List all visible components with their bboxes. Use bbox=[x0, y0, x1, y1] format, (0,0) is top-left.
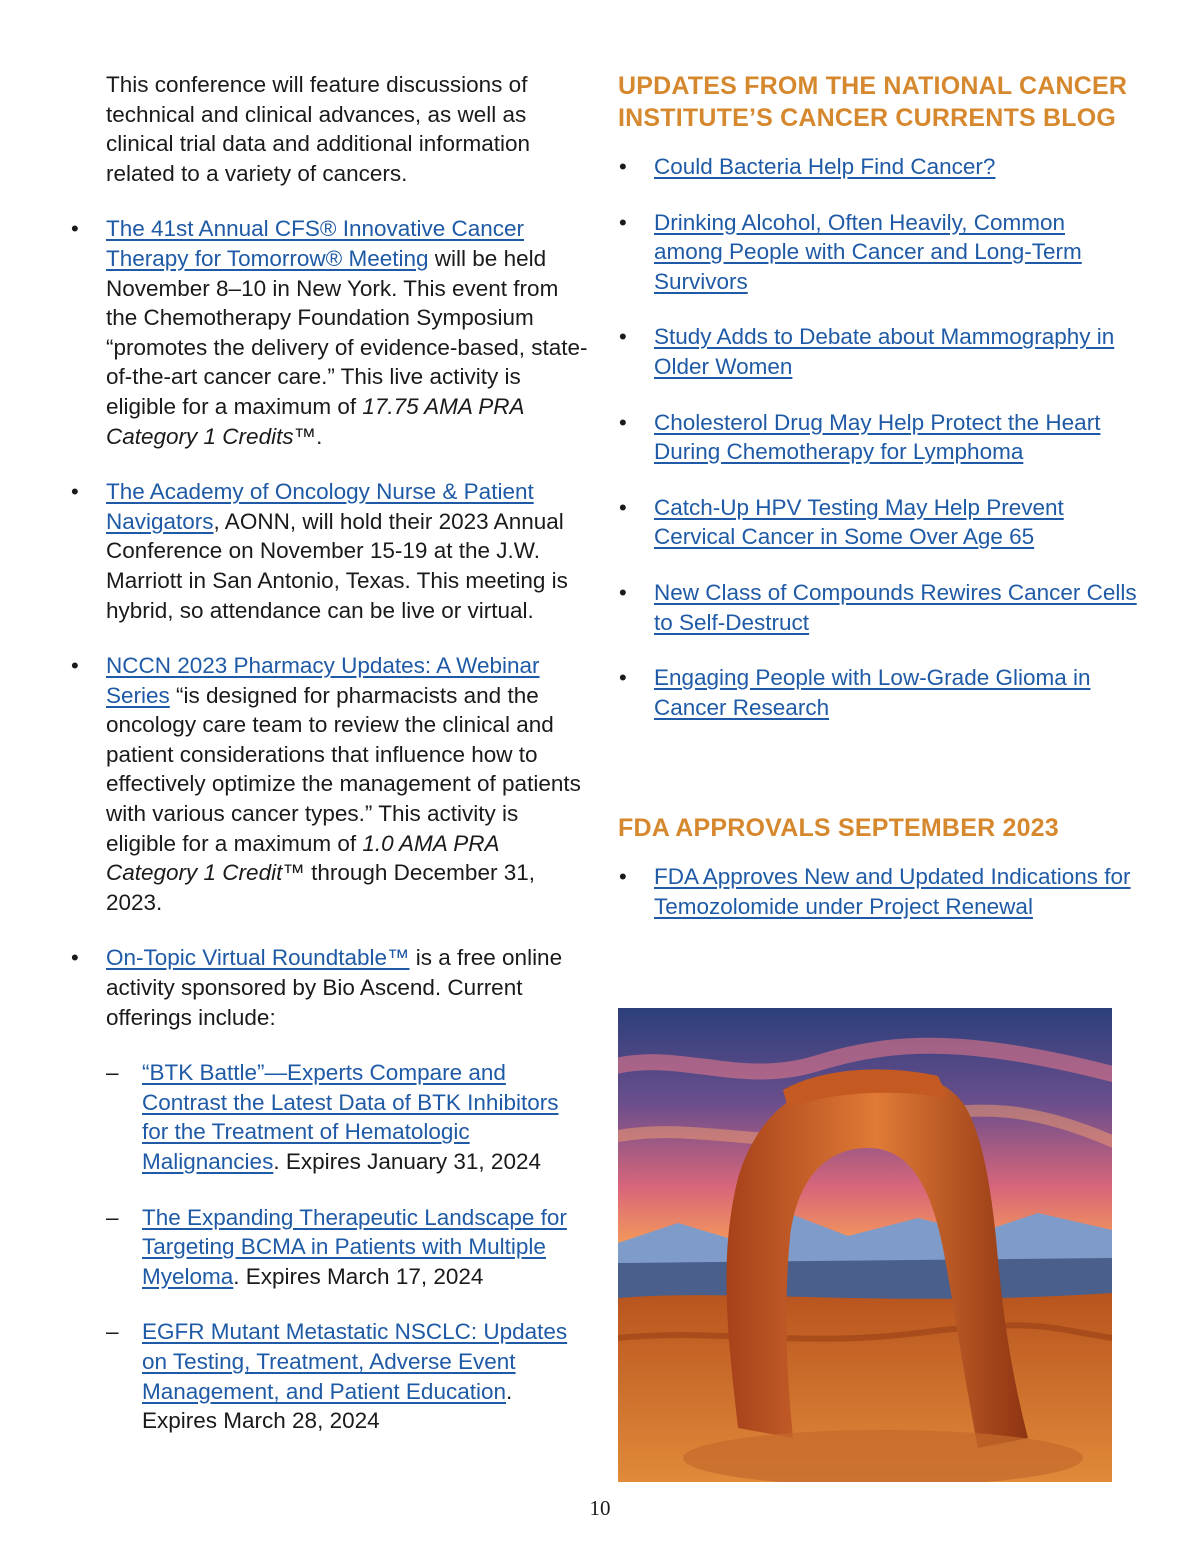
list-item bbox=[70, 943, 590, 1435]
cfs-period: . bbox=[316, 423, 323, 449]
fda-link-list bbox=[618, 862, 1138, 921]
list-item bbox=[70, 477, 590, 625]
list-item bbox=[618, 578, 1138, 637]
list-item bbox=[70, 651, 590, 917]
bcma-link[interactable]: The Expanding Therapeutic Landscape for Targeting BCMA in Patients with Multiple Myeloma bbox=[142, 1204, 567, 1289]
cfs-credits: 17.75 AMA PRA Category 1 Credits™ bbox=[106, 393, 524, 449]
bcma-expiry: . Expires March 17, 2024 bbox=[233, 1263, 484, 1289]
list-item bbox=[106, 1203, 590, 1292]
cfs-meeting-link[interactable]: The 41st Annual CFS® Innovative Cancer Therapy for Tomorrow® Meeting bbox=[106, 216, 525, 271]
aonn-link[interactable]: The Academy of Oncology Nurse & Patient Navigators bbox=[106, 479, 534, 534]
left-column bbox=[70, 70, 590, 1462]
egfr-link[interactable]: EGFR Mutant Metastatic NSCLC: Updates on Testing, Treatment, Adverse Event Management, and Patient Education bbox=[142, 1319, 568, 1404]
list-item bbox=[106, 1058, 590, 1176]
blog-link-list bbox=[618, 152, 1138, 722]
blog-link-cholesterol[interactable]: Cholesterol Drug May Help Protect the Heart During Chemotherapy for Lymphoma bbox=[654, 409, 1101, 465]
fda-section bbox=[618, 812, 1138, 947]
page-number: 10 bbox=[589, 1496, 611, 1520]
list-item bbox=[618, 322, 1138, 381]
blog-link-bacteria[interactable]: Could Bacteria Help Find Cancer? bbox=[654, 154, 996, 179]
intro-paragraph: This conference will feature discussions of technical and clinical advances, as well as clinical trial data and additional information related to a variety of cancers. bbox=[106, 72, 530, 186]
roundtable-description: is a free online activity sponsored by Bio Ascend. Current offerings include: bbox=[106, 945, 563, 1030]
roundtable-link[interactable]: On-Topic Virtual Roundtable™ bbox=[106, 945, 410, 971]
egfr-expiry: . Expires March 28, 2024 bbox=[142, 1378, 513, 1434]
list-item bbox=[618, 152, 1138, 182]
blog-link-compounds[interactable]: New Class of Compounds Rewires Cancer Cells to Self-Destruct bbox=[654, 579, 1137, 635]
list-item bbox=[618, 208, 1138, 297]
list-item bbox=[70, 214, 590, 451]
fda-heading: FDA APPROVALS SEPTEMBER 2023 bbox=[618, 814, 1059, 842]
btk-expiry: . Expires January 31, 2024 bbox=[273, 1149, 541, 1174]
event-list bbox=[70, 214, 590, 1435]
cfs-description: will be held November 8–10 in New York. This event from the Chemotherapy Foundation Symposium “promotes the delivery of evidence-based, state-of-the-art cancer care.” This live activity is eligible for a maximum of bbox=[106, 245, 588, 419]
nccn-webinar-link[interactable]: NCCN 2023 Pharmacy Updates: A Webinar Series bbox=[106, 653, 540, 708]
blog-heading: UPDATES FROM THE NATIONAL CANCER INSTITUTE’S CANCER CURRENTS BLOG bbox=[618, 72, 1128, 132]
aonn-description: , AONN, will hold their 2023 Annual Conference on November 15-19 at the J.W. Marriott in San Antonio, Texas. This meeting is hybrid, so attendance can be live or virtual. bbox=[106, 508, 568, 623]
roundtable-offerings bbox=[106, 1058, 590, 1436]
delicate-arch-photo bbox=[618, 1008, 1112, 1482]
fda-temozolomide-link[interactable]: FDA Approves New and Updated Indications for Temozolomide under Project Renewal bbox=[654, 864, 1131, 919]
nccn-description: “is designed for pharmacists and the oncology care team to review the clinical and patient considerations that influence how to effectively optimize the management of patients with various cancer types.” This activity is eligible for a maximum of bbox=[106, 682, 581, 856]
blog-link-alcohol[interactable]: Drinking Alcohol, Often Heavily, Common among People with Cancer and Long-Term Survivors bbox=[654, 209, 1082, 294]
list-item bbox=[106, 1317, 590, 1435]
list-item bbox=[618, 663, 1138, 722]
btk-battle-link[interactable]: “BTK Battle”—Experts Compare and Contrast the Latest Data of BTK Inhibitors for the Treatment of Hematologic Malignancies bbox=[142, 1060, 559, 1174]
list-item bbox=[618, 862, 1138, 921]
blog-link-mammography[interactable]: Study Adds to Debate about Mammography in Older Women bbox=[654, 324, 1115, 379]
nccn-credits: 1.0 AMA PRA Category 1 Credit™ bbox=[106, 830, 499, 886]
right-column bbox=[618, 70, 1138, 748]
blog-link-glioma[interactable]: Engaging People with Low-Grade Glioma in Cancer Research bbox=[654, 665, 1091, 720]
list-item bbox=[618, 408, 1138, 467]
list-item bbox=[618, 493, 1138, 552]
arch-illustration bbox=[618, 1008, 1112, 1482]
blog-link-hpv[interactable]: Catch-Up HPV Testing May Help Prevent Cervical Cancer in Some Over Age 65 bbox=[654, 494, 1064, 550]
nccn-expiry: through December 31, 2023. bbox=[106, 860, 535, 915]
